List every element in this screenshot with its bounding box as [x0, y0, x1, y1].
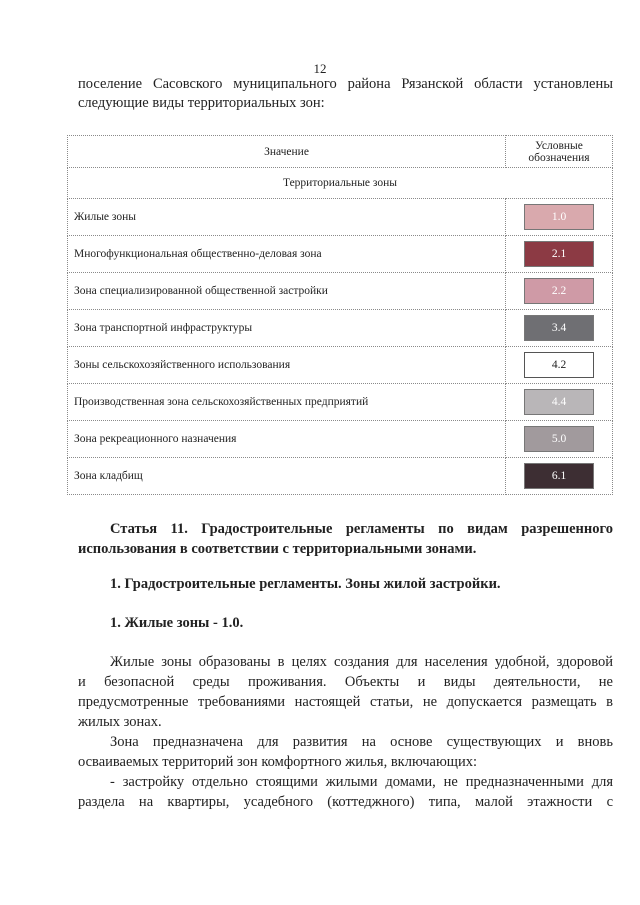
header-symbol-line: обозначения: [528, 151, 590, 164]
zone-code-cell: [506, 236, 613, 273]
zone-code-cell: [506, 384, 613, 421]
zone-swatch: 2.1: [524, 241, 594, 267]
zone-code-cell: [506, 421, 613, 458]
body-paragraphs: [78, 652, 613, 812]
intro-paragraph: [78, 75, 613, 113]
zone-swatch: 5.0: [524, 426, 594, 452]
article-title-line: Статья 11. Градостроительные регламенты по видам разрешенного: [110, 521, 613, 537]
zone-name: Жилые зоны: [68, 199, 506, 236]
subsection-heading: 1. Жилые зоны - 1.0.: [110, 615, 244, 631]
header-value: Значение: [68, 136, 506, 168]
zone-name: Зона кладбищ: [68, 458, 506, 495]
zone-swatch: 4.4: [524, 389, 594, 415]
zone-name: Зона транспортной инфраструктуры: [68, 310, 506, 347]
table-row: [68, 199, 613, 236]
body-line: и безопасной среды проживания. Объекты и виды деятельности, не: [78, 674, 613, 690]
zone-code-cell: [506, 310, 613, 347]
section-title: Территориальные зоны: [68, 168, 613, 199]
table-row: [68, 236, 613, 273]
zone-swatch: 3.4: [524, 315, 594, 341]
intro-line: следующие виды территориальных зон:: [78, 95, 325, 111]
zones-table: [67, 135, 613, 495]
intro-line: поселение Сасовского муниципального района Рязанской области установлены: [78, 76, 613, 92]
zone-name: Зона рекреационного назначения: [68, 421, 506, 458]
article-title: [78, 519, 613, 559]
zone-name: Производственная зона сельскохозяйственных предприятий: [68, 384, 506, 421]
zone-swatch: 4.2: [524, 352, 594, 378]
table-row: [68, 421, 613, 458]
table-header-row: [68, 136, 613, 168]
table-row: [68, 310, 613, 347]
table-row: [68, 458, 613, 495]
zone-name: Зона специализированной общественной застройки: [68, 273, 506, 310]
zone-name: Зоны сельскохозяйственного использования: [68, 347, 506, 384]
zone-code-cell: [506, 273, 613, 310]
zone-swatch: 2.2: [524, 278, 594, 304]
zone-swatch: 1.0: [524, 204, 594, 230]
section-heading: 1. Градостроительные регламенты. Зоны жилой застройки.: [110, 576, 501, 592]
body-line: жилых зонах.: [78, 714, 162, 730]
body-line: осваиваемых территорий зон комфортного жилья, включающих:: [78, 754, 478, 770]
body-line: Зона предназначена для развития на основе существующих и вновь: [110, 734, 613, 750]
body-line: Жилые зоны образованы в целях создания для населения удобной, здоровой: [110, 654, 613, 670]
zone-code-cell: [506, 347, 613, 384]
body-line: раздела на квартиры, усадебного (коттеджного) типа, малой этажности с: [78, 794, 613, 810]
table-section-row: [68, 168, 613, 199]
table-row: [68, 273, 613, 310]
table-row: [68, 384, 613, 421]
header-symbol-line: Условные: [535, 139, 583, 152]
zone-swatch: 6.1: [524, 463, 594, 489]
zone-code-cell: [506, 199, 613, 236]
header-symbol: [506, 136, 613, 168]
page-number: 12: [313, 61, 327, 76]
zone-code-cell: [506, 458, 613, 495]
zone-name: Многофункциональная общественно-деловая зона: [68, 236, 506, 273]
body-line: предусмотренные требованиями настоящей статьи, не допускается размещать в: [78, 694, 613, 710]
table-row: [68, 347, 613, 384]
body-line: - застройку отдельно стоящими жилыми домами, не предназначенными для: [110, 774, 613, 790]
article-title-line: использования в соответствии с территориальными зонами.: [78, 541, 477, 557]
